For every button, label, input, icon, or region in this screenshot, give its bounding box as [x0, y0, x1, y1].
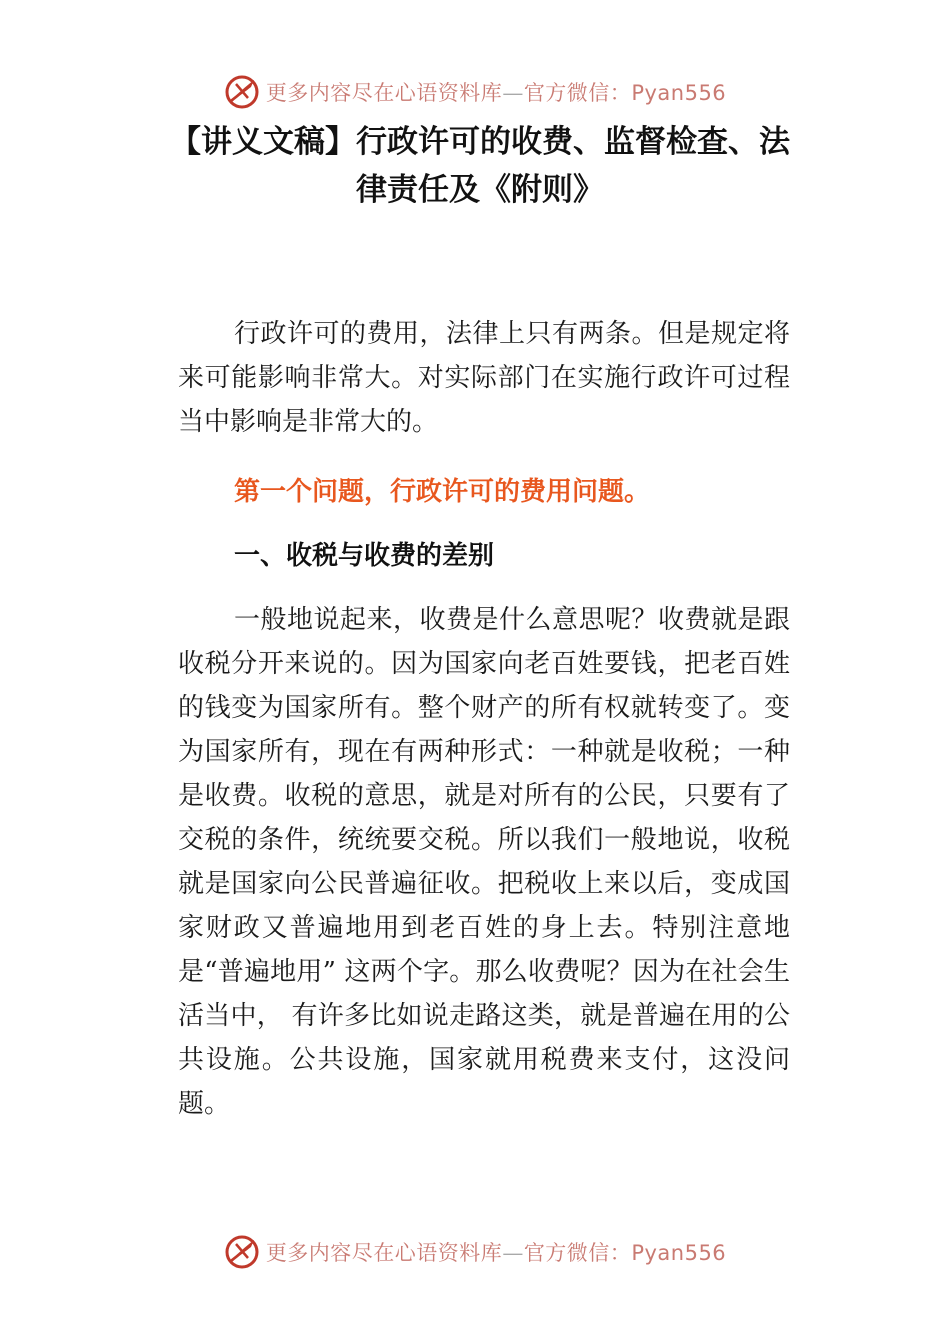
body-paragraph: 一般地说起来，收费是什么意思呢？收费就是跟收税分开来说的。因为国家向老百姓要钱，把老百姓的钱变为国家所有。整个财产的所有权就转变了。变为国家所有，现在有两种形式：一种就是收税；一种是收费。收税的意思，就是对所有的公民，只要有了交税的条件，统统要交税。所以我们一般地说，收税就是国家向公民普遍征收。把税收上来以后，变成国家财政又普遍地用到老百姓的身上去。特别注意地是“普遍地用” 这两个字。那么收费呢？因为在社会生活当中， 有许多比如说走路这类，就是普遍在用的公共设施。公共设施，国家就用税费来支付，这没问题。 — [178, 605, 790, 1119]
pen-logo-icon — [224, 74, 260, 110]
footer-banner-contact: 官方微信： — [523, 1241, 632, 1265]
section-heading: 第一个问题，行政许可的费用问题。 — [234, 477, 651, 507]
footer-banner-main: 更多内容尽在心语资料库 — [265, 1241, 503, 1265]
footer-banner-text — [266, 1237, 726, 1267]
footer-banner-separator: — — [502, 1241, 524, 1265]
intro-paragraph: 行政许可的费用，法律上只有两条。但是规定将来可能影响非常大。对实际部门在实施行政许可过程当中影响是非常大的。 — [178, 319, 790, 437]
footer-banner-wechat-id: Pyan556 — [631, 1241, 727, 1265]
document-body — [178, 312, 790, 1126]
header-banner-separator: — — [502, 81, 524, 105]
header-banner — [0, 72, 950, 112]
header-banner-text — [266, 77, 726, 107]
header-banner-main: 更多内容尽在心语资料库 — [265, 81, 503, 105]
document-title: 【讲义文稿】行政许可的收费、监督检查、法律责任及《附则》 — [170, 124, 790, 208]
subsection-heading: 一、收税与收费的差别 — [234, 541, 495, 571]
footer-banner — [0, 1232, 950, 1272]
header-banner-wechat-id: Pyan556 — [631, 81, 727, 105]
pen-logo-icon — [224, 1234, 260, 1270]
header-banner-contact: 官方微信： — [523, 81, 632, 105]
